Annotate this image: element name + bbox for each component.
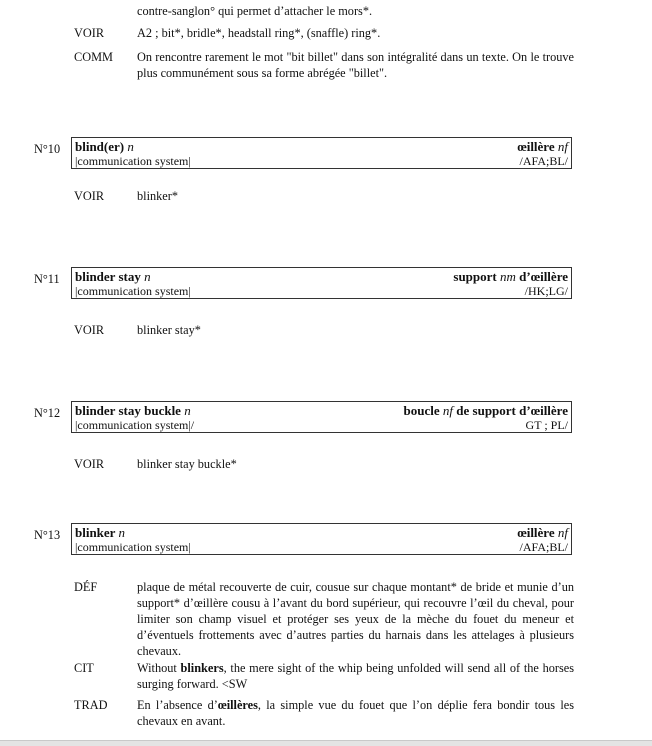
trad-label: TRAD: [74, 698, 108, 712]
entry-term: blinder stay n: [75, 269, 151, 284]
entry-source: /AFA;BL/: [519, 540, 568, 554]
cit-text: Without blinkers, the mere sight of the whip being unfolded will send all of the horses surging forward. <SW: [137, 661, 574, 691]
entry-header-box: [71, 267, 572, 299]
cit-label: CIT: [74, 661, 94, 675]
entry-number: N°10: [34, 142, 61, 156]
entry-term: blinker n: [75, 525, 125, 540]
entry-domain: |communication system|/: [75, 418, 195, 432]
voir-text: blinker stay*: [137, 323, 201, 337]
page-bottom-edge: [0, 740, 652, 746]
entry-source: /AFA;BL/: [519, 154, 568, 168]
entry-source: GT ; PL/: [525, 418, 568, 432]
voir-label: VOIR: [74, 323, 105, 337]
entry-source: /HK;LG/: [524, 284, 568, 298]
entry-equivalent: boucle nf de support d’œillère: [403, 403, 568, 418]
continuation-text: contre-sanglon° qui permet d’attacher le mors*.: [137, 4, 373, 18]
entry-domain: |communication system|: [75, 284, 191, 298]
entry-domain: |communication system|: [75, 154, 191, 168]
voir-text: blinker stay buckle*: [137, 457, 237, 471]
entry-number: N°13: [34, 528, 61, 542]
cit-highlight: blinkers: [180, 661, 224, 675]
entry-header-box: [71, 401, 572, 433]
voir-label: VOIR: [74, 189, 105, 203]
entry-term: blind(er) n: [75, 139, 134, 154]
entry-number: N°11: [34, 272, 60, 286]
voir-text: blinker*: [137, 189, 178, 203]
comm-text: On rencontre rarement le mot "bit billet" dans son intégralité dans un texte. On le trouve plus communément sous sa forme abrégée "billet".: [137, 50, 574, 80]
voir-field-top: [74, 25, 574, 41]
trad-field: [74, 697, 574, 729]
entry-equivalent: œillère nf: [517, 525, 568, 540]
entry-header-box: [71, 137, 572, 169]
entry-term: blinder stay buckle n: [75, 403, 191, 418]
cit-field: [74, 660, 574, 692]
entry-number: N°12: [34, 406, 61, 420]
voir-field: [74, 322, 574, 338]
entry-header-box: [71, 523, 572, 555]
voir-field: [74, 188, 574, 204]
comm-field: [74, 49, 574, 81]
entry-equivalent: support nm d’œillère: [453, 269, 568, 284]
voir-field: [74, 456, 574, 472]
comm-label: COMM: [74, 50, 113, 64]
voir-label: VOIR: [74, 457, 105, 471]
voir-label: VOIR: [74, 26, 105, 40]
trad-text: En l’absence d’œillères, la simple vue du fouet que l’on déplie fera bondir tous les chevaux en avant.: [137, 698, 574, 728]
def-field: [74, 579, 574, 659]
def-label: DÉF: [74, 580, 98, 594]
entry-domain: |communication system|: [75, 540, 191, 554]
trad-highlight: œillères: [217, 698, 258, 712]
voir-text: A2 ; bit*, bridle*, headstall ring*, (snaffle) ring*.: [137, 26, 381, 40]
def-text: plaque de métal recouverte de cuir, cousue sur chaque montant* de bride et munie d’un support* d’œillère cousu à l’avant du bord supérieur, qui recouvre l’œil du cheval, pour limiter son champ visuel et protéger ses yeux de la mèche du fouet du meneur et d’éventuels frottements avec d’autres parties du harnais dans les attelages à plusieurs chevaux.: [137, 580, 574, 658]
entry-equivalent: œillère nf: [517, 139, 568, 154]
